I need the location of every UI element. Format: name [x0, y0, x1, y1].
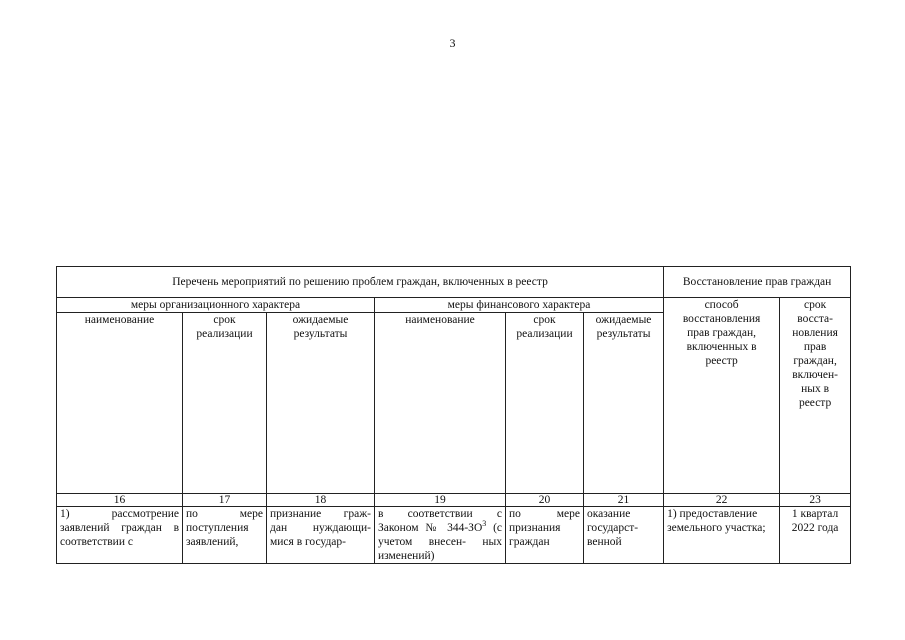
header-restoration: Восстановление прав граждан: [664, 267, 851, 298]
col-number-19: 19: [375, 494, 506, 507]
group-organizational: меры организационного характера: [57, 298, 375, 313]
col-header-23: срок восста- новления прав граждан, включен- ных в реестр: [792, 299, 838, 409]
measures-table: [56, 266, 851, 564]
col-number-18: 18: [267, 494, 375, 507]
cell-18: признание граж- дан нуждающи- мися в государ-: [267, 507, 375, 564]
col-header-21: ожидаемые результаты: [595, 314, 652, 340]
col-header-19: наименование: [405, 314, 475, 326]
cell-22: 1) предоставление земельного участка;: [664, 507, 780, 564]
page-number: 3: [449, 36, 456, 50]
col-number-20: 20: [506, 494, 584, 507]
table-header-row: [57, 267, 851, 298]
col-header-20: срок реализации: [516, 314, 573, 340]
col-header-17: срок реализации: [196, 314, 253, 340]
header-measures: Перечень мероприятий по решению проблем граждан, включенных в реестр: [57, 267, 664, 298]
col-header-16: наименование: [84, 314, 155, 326]
cell-21: оказание государст- венной: [584, 507, 664, 564]
col-number-17: 17: [183, 494, 267, 507]
cell-19-footnote: 3: [482, 519, 487, 529]
col-header-18: ожидаемые результаты: [292, 314, 349, 340]
cell-19-main: в соответствии с Законом № 344-ЗО: [378, 508, 502, 534]
col-restore-term: [780, 298, 851, 494]
col-number-22: 22: [664, 494, 780, 507]
col-restore-method: [664, 298, 780, 494]
col-number-23: 23: [780, 494, 851, 507]
table-group-row: [57, 298, 851, 313]
cell-19-rest: (с учетом внесен- ных изменений): [378, 522, 502, 562]
table-numbers-row: [57, 494, 851, 507]
cell-19: [375, 507, 506, 564]
table-row: [57, 507, 851, 564]
cell-20: по мере признания граждан: [506, 507, 584, 564]
cell-16: 1) рассмотрение заявлений граждан в соответствии с: [57, 507, 183, 564]
col-number-21: 21: [584, 494, 664, 507]
col-number-16: 16: [57, 494, 183, 507]
cell-23: 1 квартал 2022 года: [780, 507, 851, 564]
cell-17: по мере поступления заявлений,: [183, 507, 267, 564]
col-header-22: способ восстановления прав граждан, включенных в реестр: [682, 299, 761, 367]
group-financial: меры финансового характера: [375, 298, 664, 313]
